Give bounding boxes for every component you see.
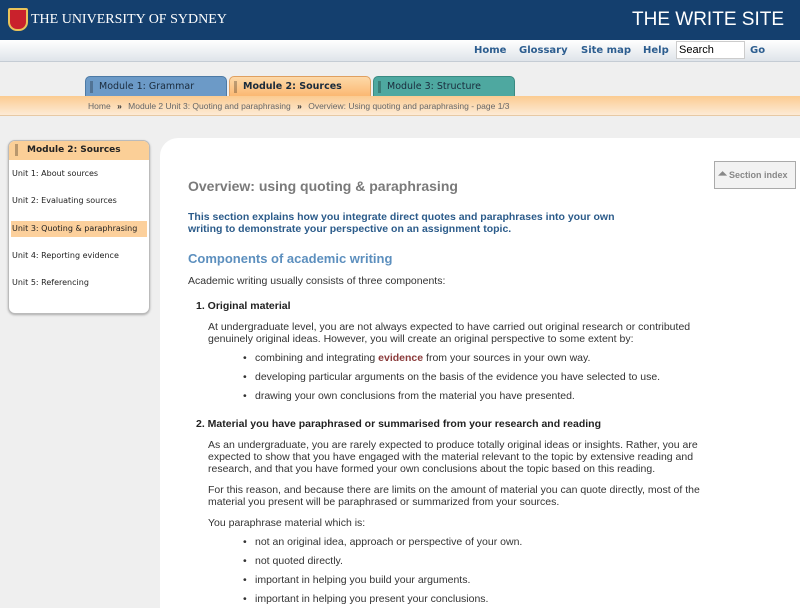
site-title[interactable]: THE WRITE SITE xyxy=(632,9,784,30)
university-crest-logo[interactable] xyxy=(8,8,28,31)
breadcrumb-unit[interactable]: Module 2 Unit 3: Quoting and paraphrasing xyxy=(128,101,291,111)
list-item: • developing particular arguments on the basis of the evidence you have selected to use. xyxy=(255,371,703,383)
paragraph: As an undergraduate, you are rarely expected to produce totally original ideas or insights. Rather, you are expected to show that you have engaged with the material relevant to the topic by extensive reading and research, and that you have formed your own conclusions about the topic based on this reading. xyxy=(208,439,698,475)
breadcrumb xyxy=(0,96,800,116)
text: from your sources in your own way. xyxy=(423,352,591,364)
subheading-paraphrased-material: 2. Material you have paraphrased or summarised from your research and reading xyxy=(196,418,601,430)
list-item: • drawing your own conclusions from the material you have presented. xyxy=(255,390,703,402)
intro-text: This section explains how you integrate direct quotes and paraphrases into your own writing to demonstrate your perspective on an assignment topic. xyxy=(188,211,615,235)
list xyxy=(255,536,703,605)
nav-home[interactable]: Home xyxy=(474,45,507,56)
text: combining and integrating xyxy=(255,352,379,364)
section-index-button[interactable]: ⏶ Section index xyxy=(714,161,796,189)
search-input[interactable] xyxy=(676,41,745,59)
go-button[interactable]: Go xyxy=(750,45,766,56)
tab-module-1[interactable]: Module 1: Grammar xyxy=(85,76,227,97)
list xyxy=(255,352,703,402)
breadcrumb-separator: » xyxy=(297,101,302,111)
nav-glossary[interactable]: Glossary xyxy=(519,45,568,56)
university-name[interactable]: THE UNIVERSITY OF SYDNEY xyxy=(31,12,227,27)
subheading-original-material: 1. Original material xyxy=(196,300,291,312)
list-item: • important in helping you build your arguments. xyxy=(255,574,703,586)
list-item: • important in helping you present your conclusions. xyxy=(255,593,703,605)
paragraph: You paraphrase material which is: xyxy=(208,517,366,529)
list-item: • not quoted directly. xyxy=(255,555,703,567)
breadcrumb-current: Overview: Using quoting and paraphrasing - page 1/3 xyxy=(308,101,510,111)
sidebar-item-unit-2[interactable]: Unit 2: Evaluating sources xyxy=(12,196,117,205)
section-heading: Components of academic writing xyxy=(188,251,393,266)
site-header xyxy=(0,0,800,40)
sidebar-item-unit-3[interactable]: Unit 3: Quoting & paraphrasing xyxy=(11,221,147,237)
nav-sitemap[interactable]: Site map xyxy=(581,45,631,56)
tab-module-2[interactable]: Module 2: Sources xyxy=(229,76,371,97)
sidebar xyxy=(8,140,150,314)
page-title: Overview: using quoting & paraphrasing xyxy=(188,178,458,194)
lead-text: Academic writing usually consists of three components: xyxy=(188,275,446,287)
sidebar-item-unit-4[interactable]: Unit 4: Reporting evidence xyxy=(12,251,119,260)
top-nav xyxy=(0,40,800,62)
breadcrumb-separator: » xyxy=(117,101,122,111)
sidebar-item-unit-1[interactable]: Unit 1: About sources xyxy=(12,169,99,178)
list-item xyxy=(255,352,703,364)
sidebar-item-unit-5[interactable]: Unit 5: Referencing xyxy=(12,278,89,287)
evidence-link[interactable]: evidence xyxy=(378,352,424,364)
tab-module-3[interactable]: Module 3: Structure xyxy=(373,76,515,97)
paragraph: At undergraduate level, you are not always expected to have carried out original research or contributed genuinely original ideas. However, you will create an original perspective to some extent by: xyxy=(208,321,691,345)
paragraph: For this reason, and because there are limits on the amount of material you can quote directly, most of the material you present will be paraphrased or summarized from your sources. xyxy=(208,484,700,508)
list-item: • not an original idea, approach or perspective of your own. xyxy=(255,536,703,548)
sidebar-title: Module 2: Sources xyxy=(9,141,149,160)
nav-help[interactable]: Help xyxy=(643,45,669,56)
article xyxy=(188,178,703,605)
breadcrumb-home[interactable]: Home xyxy=(88,101,111,111)
